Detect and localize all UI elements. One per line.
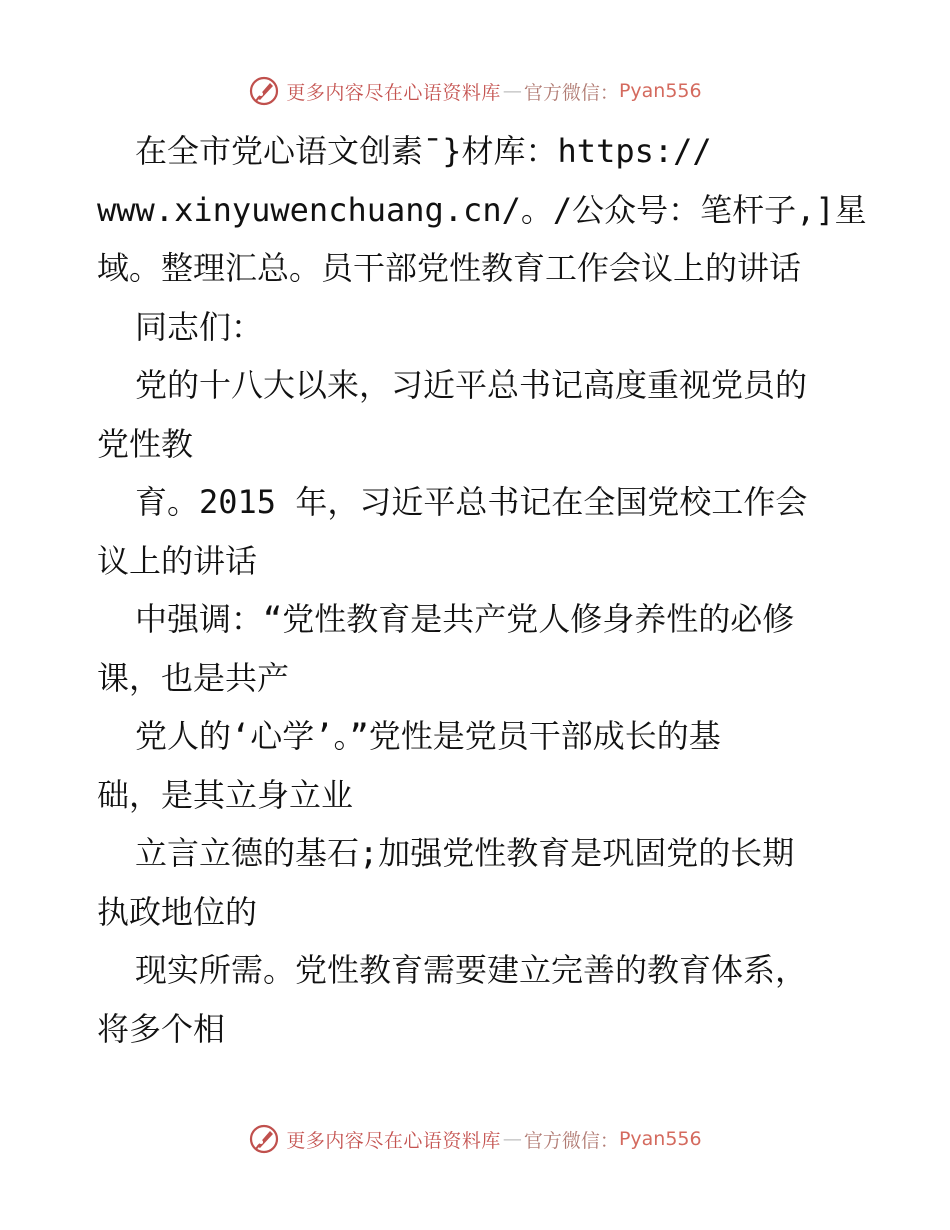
text-line: 同志们： bbox=[135, 307, 264, 346]
text-line: 将多个相 bbox=[97, 1009, 226, 1048]
text-line: 育。2015 年，习近平总书记在全国党校工作会 bbox=[135, 483, 808, 521]
text-line: 中强调：“党性教育是共产党人修身养性的必修 bbox=[135, 600, 795, 638]
wechat-id: Pyan556 bbox=[618, 80, 702, 102]
banner-separator: — bbox=[502, 80, 522, 102]
text-line: 党的十八大以来，习近平总书记高度重视党员的 bbox=[135, 366, 808, 404]
document-body bbox=[97, 122, 867, 1058]
text-line: www.xinyuwenchuang.cn/。/公众号：笔杆子,]星 bbox=[97, 190, 867, 229]
wechat-label: 官方微信： bbox=[523, 81, 619, 104]
wechat-id: Pyan556 bbox=[618, 1128, 702, 1150]
text-line: 在全市党心语文创素¯}材库：https:// bbox=[135, 132, 712, 170]
quill-pen-circle-icon bbox=[248, 75, 280, 107]
text-line: 议上的讲话 bbox=[97, 541, 258, 580]
text-line: 党性教 bbox=[97, 424, 194, 463]
text-line: 域。整理汇总。员干部党性教育工作会议上的讲话 bbox=[97, 249, 802, 287]
text-line: 现实所需。党性教育需要建立完善的教育体系， bbox=[135, 951, 808, 989]
header-banner bbox=[0, 75, 950, 107]
banner-text: 更多内容尽在心语资料库 bbox=[286, 81, 501, 104]
wechat-label: 官方微信： bbox=[523, 1129, 619, 1152]
text-line: 党人的‘心学’。”党性是党员干部成长的基 bbox=[135, 717, 721, 755]
text-line: 执政地位的 bbox=[97, 892, 258, 931]
quill-pen-circle-icon bbox=[248, 1123, 280, 1155]
banner-text: 更多内容尽在心语资料库 bbox=[286, 1129, 501, 1152]
text-line: 课，也是共产 bbox=[97, 658, 290, 697]
banner-separator: — bbox=[502, 1128, 522, 1150]
text-line: 立言立德的基石;加强党性教育是巩固党的长期 bbox=[135, 834, 795, 872]
text-line: 础，是其立身立业 bbox=[97, 775, 354, 814]
footer-banner bbox=[0, 1123, 950, 1155]
